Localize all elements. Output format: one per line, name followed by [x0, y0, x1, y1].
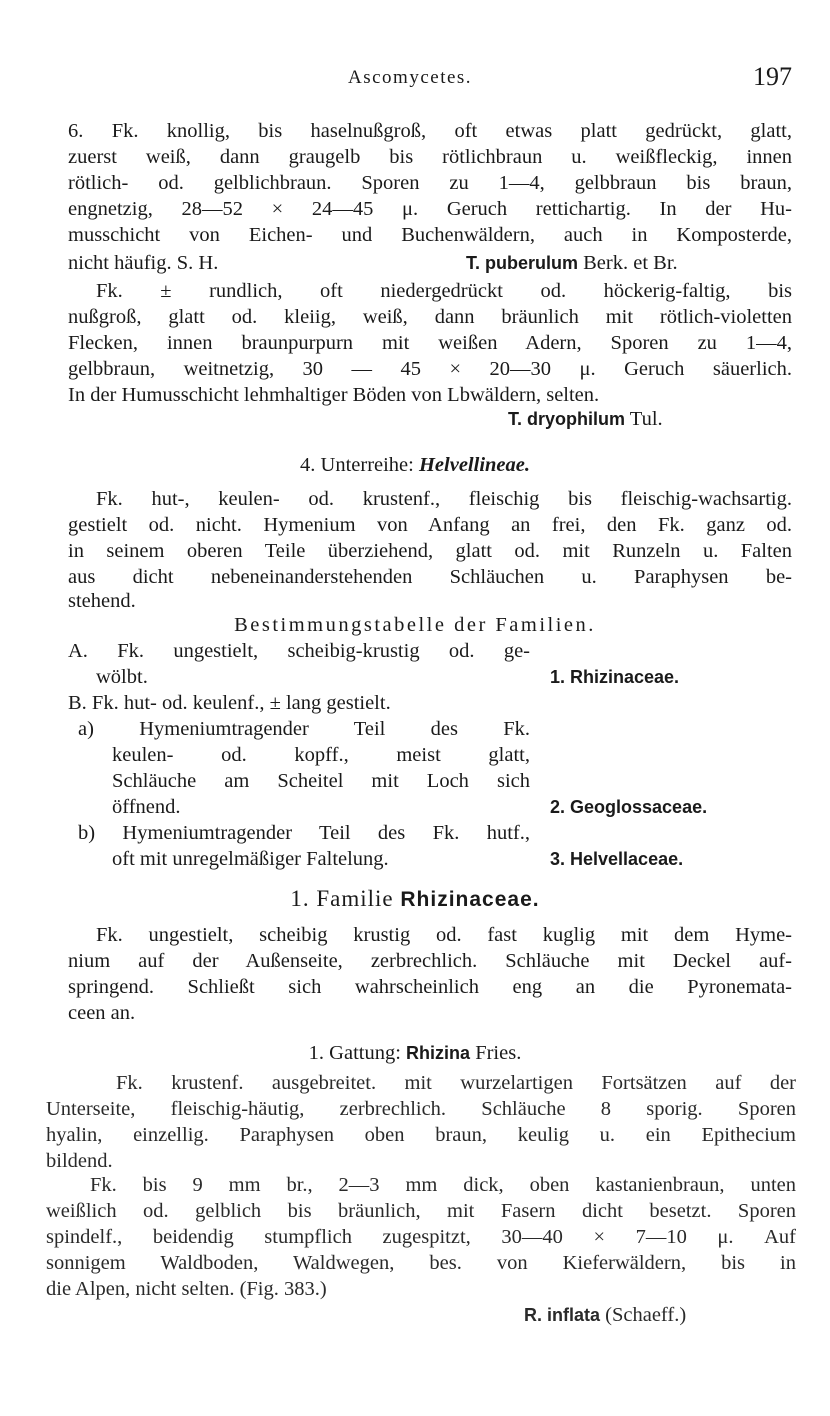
species-line: Fk. bis 9 mm br., 2—3 mm dick, oben kastanienbraun, unten	[90, 1174, 796, 1196]
entry-alt-line: In der Humusschicht lehmhaltiger Böden von Lbwäldern, selten.	[68, 384, 600, 406]
key-b-line: B. Fk. hut- od. keulenf., ± lang gestielt.	[68, 692, 391, 714]
species-line: weißlich od. gelblich bis bräunlich, mit Fasern dicht besetzt. Sporen	[46, 1200, 796, 1222]
species-line: sonnigem Waldboden, Waldwegen, bes. von Kieferwäldern, bis in	[46, 1252, 796, 1274]
key-ba-line: öffnend.	[112, 796, 181, 818]
suborder-line: aus dicht nebeneinanderstehenden Schläuchen u. Paraphysen be-	[68, 566, 792, 588]
family-name: Rhizinaceae.	[400, 888, 540, 911]
entry6-line: zuerst weiß, dann graugelb bis rötlichbraun u. weißfleckig, innen	[68, 146, 792, 168]
species-name	[466, 250, 678, 276]
species-name	[524, 1302, 686, 1328]
species-name-dryophilum: T. dryophilum	[508, 409, 625, 429]
species-line: die Alpen, nicht selten. (Fig. 383.)	[46, 1278, 327, 1300]
species-line: spindelf., beidendig stumpflich zugespitzt, 30—40 × 7—10 μ. Auf	[46, 1226, 796, 1248]
entry6-line: musschicht von Eichen- und Buchenwäldern, auch in Komposterde,	[68, 224, 792, 246]
family-line: Fk. ungestielt, scheibig krustig od. fast kuglig mit dem Hyme-	[96, 924, 792, 946]
suborder-line: Fk. hut-, keulen- od. krustenf., fleischig bis fleischig-wachsartig.	[96, 488, 792, 510]
genus-line: hyalin, einzellig. Paraphysen oben braun, keulig u. ein Epithecium	[46, 1124, 796, 1146]
key-title: Bestimmungstabelle der Familien.	[234, 614, 596, 636]
page-header	[0, 62, 830, 96]
suborder-line: stehend.	[68, 590, 136, 612]
species-author: (Schaeff.)	[605, 1304, 687, 1326]
species-name-puberulum: T. puberulum	[466, 253, 578, 273]
key-bb-result: 3. Helvellaceae.	[550, 849, 684, 869]
suborder-name: Helvellineae.	[418, 454, 530, 476]
family-line: springend. Schließt sich wahrscheinlich eng an die Pyronemata-	[68, 976, 792, 998]
entry6-line: rötlich- od. gelblichbraun. Sporen zu 1—4, gelbbraun bis braun,	[68, 172, 792, 194]
suborder-line: in seinem oberen Teile überziehend, glatt od. mit Runzeln u. Falten	[68, 540, 792, 562]
key-a-result: 1. Rhizinaceae.	[550, 667, 680, 687]
family-prefix: 1. Familie	[290, 886, 394, 911]
entry-alt-line: gelbbraun, weitnetzig, 30 — 45 × 20—30 μ. Geruch säuerlich.	[68, 358, 792, 380]
species-name	[508, 406, 663, 432]
running-title: Ascomycetes.	[348, 67, 473, 88]
genus-name: Rhizina	[406, 1043, 471, 1063]
entry6-line: engnetzig, 28—52 × 24—45 μ. Geruch rettichartig. In der Hu-	[68, 198, 792, 220]
species-name-inflata: R. inflata	[524, 1305, 601, 1325]
genus-line: Fk. krustenf. ausgebreitet. mit wurzelartigen Fortsätzen auf der	[116, 1072, 796, 1094]
genus-author: Fries.	[475, 1042, 522, 1064]
page-number: 197	[753, 62, 792, 91]
entry-alt-line: Flecken, innen braunpurpurn mit weißen Adern, Sporen zu 1—4,	[68, 332, 792, 354]
key-a-line: A. Fk. ungestielt, scheibig-krustig od. ge-	[68, 640, 530, 662]
key-ba-line: Schläuche am Scheitel mit Loch sich	[112, 770, 530, 792]
suborder-heading	[0, 452, 830, 478]
species-author: Berk. et Br.	[583, 252, 678, 274]
suborder-prefix: 4. Unterreihe:	[300, 454, 414, 476]
family-line: ceen an.	[68, 1002, 136, 1024]
genus-line: bildend.	[46, 1150, 113, 1172]
key-ba-line: keulen- od. kopff., meist glatt,	[112, 744, 530, 766]
family-heading	[0, 886, 830, 913]
key-bb-line: b) Hymeniumtragender Teil des Fk. hutf.,	[78, 822, 530, 844]
entry-alt-line: Fk. ± rundlich, oft niedergedrückt od. höckerig-faltig, bis	[96, 280, 792, 302]
key-ba-result: 2. Geoglossaceae.	[550, 797, 708, 817]
key-bb-line: oft mit unregelmäßiger Faltelung.	[112, 848, 389, 870]
entry-alt-line: nußgroß, glatt od. kleiig, weiß, dann bräunlich mit rötlich-violetten	[68, 306, 792, 328]
key-a-line: wölbt.	[96, 666, 148, 688]
family-line: nium auf der Außenseite, zerbrechlich. Schläuche mit Deckel auf-	[68, 950, 792, 972]
entry6-line: 6. Fk. knollig, bis haselnußgroß, oft etwas platt gedrückt, glatt,	[68, 120, 792, 142]
entry6-line: nicht häufig. S. H.	[68, 252, 219, 274]
key-ba-line: a) Hymeniumtragender Teil des Fk.	[78, 718, 530, 740]
suborder-line: gestielt od. nicht. Hymenium von Anfang an frei, den Fk. ganz od.	[68, 514, 792, 536]
genus-prefix: 1. Gattung:	[308, 1042, 401, 1064]
genus-line: Unterseite, fleischig-häutig, zerbrechlich. Schläuche 8 sporig. Sporen	[46, 1098, 796, 1120]
species-author: Tul.	[629, 408, 663, 430]
genus-heading	[0, 1040, 830, 1066]
